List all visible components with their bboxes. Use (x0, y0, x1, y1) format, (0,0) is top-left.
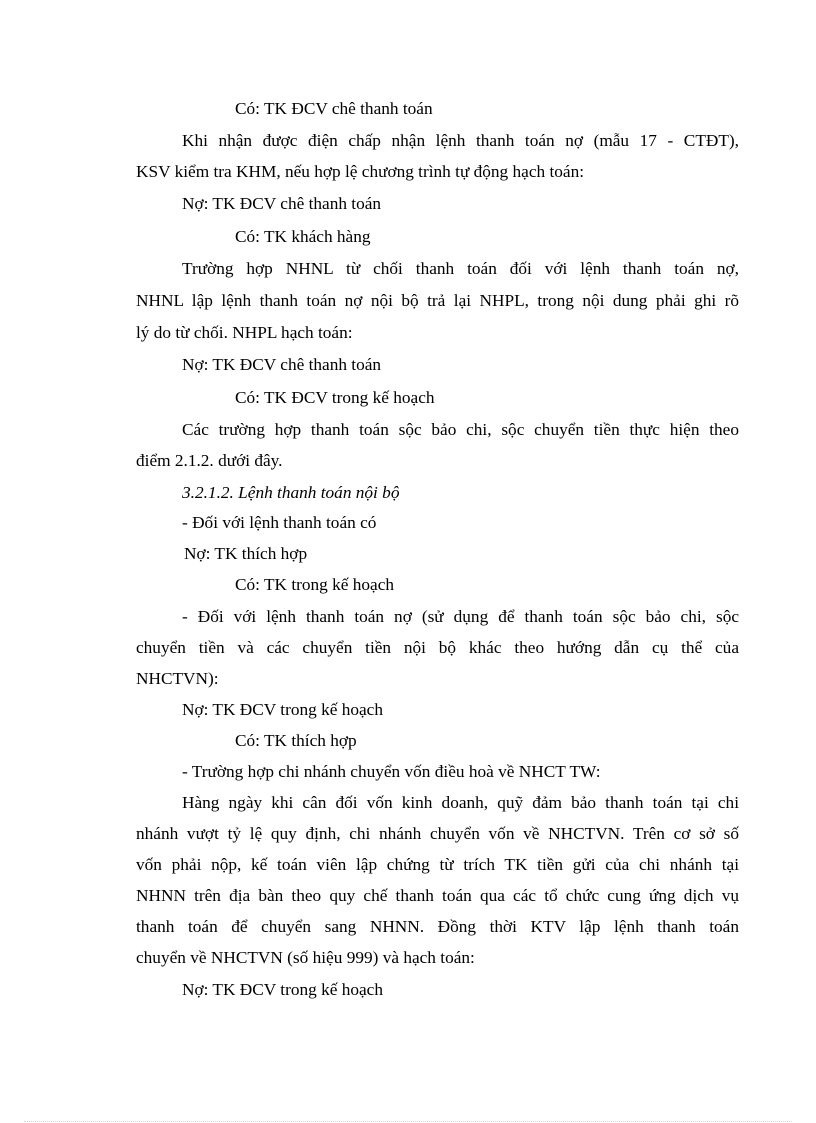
text-line: điểm 2.1.2. dưới đây. (136, 451, 283, 470)
text-line: Có: TK khách hàng (235, 227, 371, 246)
text-line: Có: TK thích hợp (235, 731, 357, 750)
text-line: Các trường hợp thanh toán sộc bảo chi, sộc chuyển tiền thực hiện theo (182, 420, 739, 439)
text-line: Trường hợp NHNL từ chối thanh toán đối với lệnh thanh toán nợ, (182, 259, 739, 278)
text-line: Có: TK ĐCV trong kế hoạch (235, 388, 435, 407)
text-line: Có: TK ĐCV chê thanh toán (235, 99, 433, 118)
page-bottom-rule (24, 1121, 792, 1122)
text-line: Nợ: TK ĐCV chê thanh toán (182, 355, 382, 374)
text-line: KSV kiểm tra KHM, nếu hợp lệ chương trình tự động hạch toán: (136, 162, 585, 181)
text-line: Khi nhận được điện chấp nhận lệnh thanh toán nợ (mẫu 17 - CTĐT), (182, 131, 739, 150)
text-line: Nợ: TK ĐCV chê thanh toán (182, 194, 382, 213)
text-line: - Trường hợp chi nhánh chuyển vốn điều hoà về NHCT TW: (182, 762, 601, 781)
text-line: thanh toán để chuyển sang NHNN. Đồng thời KTV lập lệnh thanh toán (136, 917, 739, 936)
section-heading: 3.2.1.2. Lệnh thanh toán nội bộ (182, 483, 400, 502)
text-line: Nợ: TK ĐCV trong kế hoạch (182, 700, 383, 719)
text-line: NHCTVN): (136, 669, 219, 688)
text-line: chuyển tiền và các chuyển tiền nội bộ khác theo hướng dẫn cụ thể của (136, 638, 739, 657)
text-line: NHNN trên địa bàn theo quy chế thanh toán qua các tổ chức cung ứng dịch vụ (136, 886, 739, 905)
text-line: chuyển về NHCTVN (số hiệu 999) và hạch toán: (136, 948, 475, 967)
text-line: lý do từ chối. NHPL hạch toán: (136, 323, 353, 342)
text-line: vốn phải nộp, kế toán viên lập chứng từ trích TK tiền gửi của chi nhánh tại (136, 855, 739, 874)
text-line: - Đối với lệnh thanh toán nợ (sử dụng để thanh toán sộc bảo chi, sộc (182, 607, 739, 626)
text-line: Có: TK trong kế hoạch (235, 575, 395, 594)
text-line: Nợ: TK thích hợp (184, 544, 308, 563)
text-line: Hàng ngày khi cân đối vốn kinh doanh, quỹ đảm bảo thanh toán tại chi (182, 793, 739, 812)
text-line: NHNL lập lệnh thanh toán nợ nội bộ trả lại NHPL, trong nội dung phải ghi rõ (136, 291, 739, 310)
text-line: Nợ: TK ĐCV trong kế hoạch (182, 980, 383, 999)
text-line: - Đối với lệnh thanh toán có (182, 513, 377, 532)
text-line: nhánh vượt tỷ lệ quy định, chi nhánh chuyển vốn về NHCTVN. Trên cơ sở số (136, 824, 739, 843)
